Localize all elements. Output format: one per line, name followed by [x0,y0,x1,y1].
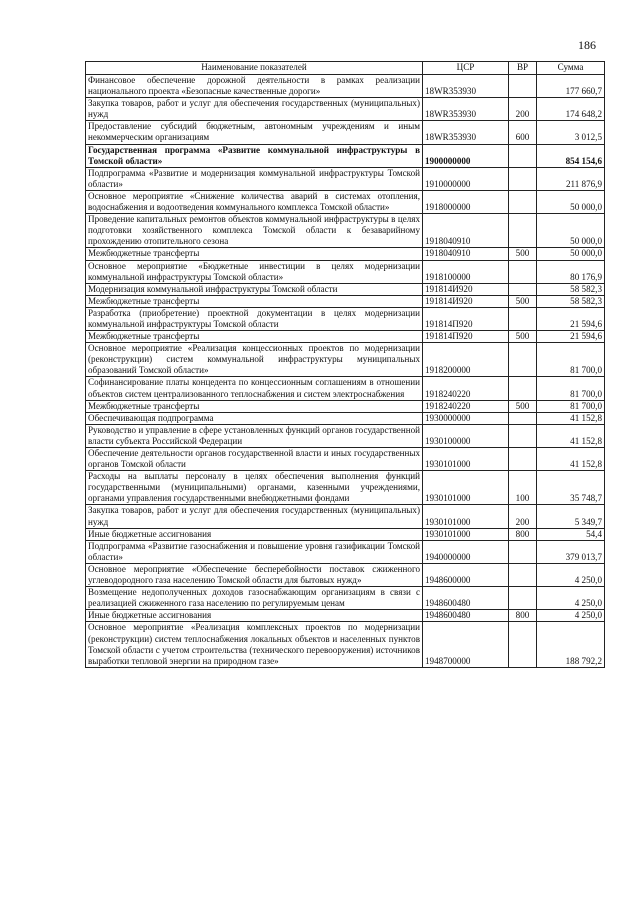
cell-sum: 854 154,6 [537,144,605,167]
cell-name: Иные бюджетные ассигнования [86,528,423,540]
table-row [86,412,605,424]
cell-csr: 1930101000 [423,528,509,540]
table-row [86,528,605,540]
cell-sum: 41 152,8 [537,448,605,471]
cell-csr: 1930000000 [423,412,509,424]
table-row [86,121,605,144]
cell-name: Основное мероприятие «Снижение количества аварий в системах отопления, водоснабжения и водоотведения коммунального комплекса Томской области» [86,190,423,213]
table-row [86,622,605,667]
cell-sum: 50 000,0 [537,214,605,248]
table-row [86,610,605,622]
cell-csr: 1918100000 [423,260,509,283]
cell-vr [509,190,537,213]
cell-vr: 500 [509,400,537,412]
cell-name: Межбюджетные трансферты [86,295,423,307]
cell-name: Расходы на выплаты персоналу в целях обеспечения выполнения функций государственными (муниципальными) органами, казенными учреждениями, органами управления государственными внебюджетными фондами [86,471,423,505]
cell-sum: 81 700,0 [537,343,605,377]
cell-csr: 1930101000 [423,505,509,528]
table-row [86,214,605,248]
cell-csr: 1918240220 [423,400,509,412]
cell-csr: 18WR353930 [423,75,509,98]
cell-vr [509,448,537,471]
cell-name: Предоставление субсидий бюджетным, автономным учреждениям и иным некоммерческим организациям [86,121,423,144]
cell-csr: 1918040910 [423,248,509,260]
cell-name: Обеспечивающая подпрограмма [86,412,423,424]
cell-vr [509,214,537,248]
table-row [86,260,605,283]
cell-name: Финансовое обеспечение дорожной деятельности в рамках реализации национального проекта «Безопасные качественные дороги» [86,75,423,98]
cell-vr [509,412,537,424]
cell-sum: 177 660,7 [537,75,605,98]
cell-vr: 100 [509,471,537,505]
table-row [86,190,605,213]
table-row [86,75,605,98]
cell-sum: 81 700,0 [537,400,605,412]
cell-name: Подпрограмма «Развитие и модернизация коммунальной инфраструктуры Томской области» [86,167,423,190]
cell-name: Межбюджетные трансферты [86,400,423,412]
table-row [86,307,605,330]
cell-sum: 41 152,8 [537,412,605,424]
table-row [86,377,605,400]
cell-vr: 500 [509,248,537,260]
cell-vr: 500 [509,295,537,307]
cell-name: Основное мероприятие «Обеспечение бесперебойности поставок сжиженного углеводородного газа населению Томской области для бытовых нужд» [86,563,423,586]
table-row [86,587,605,610]
cell-name: Закупка товаров, работ и услуг для обеспечения государственных (муниципальных) нужд [86,505,423,528]
cell-sum: 81 700,0 [537,377,605,400]
cell-vr [509,622,537,667]
budget-table [85,61,605,668]
cell-sum: 379 013,7 [537,540,605,563]
cell-csr: 18WR353930 [423,98,509,121]
table-row [86,295,605,307]
cell-name: Закупка товаров, работ и услуг для обеспечения государственных (муниципальных) нужд [86,98,423,121]
cell-sum: 50 000,0 [537,190,605,213]
cell-csr: 1918240220 [423,377,509,400]
cell-sum: 54,4 [537,528,605,540]
cell-vr [509,260,537,283]
cell-csr: 1948600480 [423,610,509,622]
cell-sum: 5 349,7 [537,505,605,528]
table-row [86,424,605,447]
cell-name: Проведение капитальных ремонтов объектов коммунальной инфраструктуры в целях подготовки хозяйственного комплекса Томской области к безаварийному прохождению отопительного сезона [86,214,423,248]
cell-csr: 1918200000 [423,343,509,377]
cell-name: Государственная программа «Развитие коммунальной инфраструктуры в Томской области» [86,144,423,167]
cell-sum: 35 748,7 [537,471,605,505]
table-row [86,563,605,586]
cell-sum: 50 000,0 [537,248,605,260]
header-name: Наименование показателей [86,62,423,75]
table-row [86,144,605,167]
table-row [86,283,605,295]
cell-csr: 191814П920 [423,307,509,330]
header-csr: ЦСР [423,62,509,75]
cell-csr: 1948700000 [423,622,509,667]
cell-sum: 188 792,2 [537,622,605,667]
cell-sum: 21 594,6 [537,307,605,330]
cell-sum: 41 152,8 [537,424,605,447]
cell-csr: 1900000000 [423,144,509,167]
cell-sum: 21 594,6 [537,331,605,343]
header-vr: ВР [509,62,537,75]
cell-name: Модернизация коммунальной инфраструктуры Томской области [86,283,423,295]
cell-vr [509,377,537,400]
page-number: 186 [578,38,596,52]
cell-sum: 58 582,3 [537,295,605,307]
cell-sum: 3 012,5 [537,121,605,144]
cell-sum: 4 250,0 [537,610,605,622]
cell-vr [509,75,537,98]
cell-csr: 1930101000 [423,448,509,471]
table-row [86,248,605,260]
cell-vr: 500 [509,331,537,343]
cell-vr: 600 [509,121,537,144]
cell-csr: 1930101000 [423,471,509,505]
cell-vr: 800 [509,528,537,540]
cell-vr [509,167,537,190]
cell-vr [509,587,537,610]
cell-name: Основное мероприятие «Реализация концессионных проектов по модернизации (реконструкции) систем коммунальной инфраструктуры муниципальных образований Томской области» [86,343,423,377]
table-header-row [86,62,605,75]
cell-vr [509,283,537,295]
cell-vr [509,424,537,447]
cell-vr: 200 [509,505,537,528]
cell-csr: 1948600000 [423,563,509,586]
cell-name: Межбюджетные трансферты [86,331,423,343]
cell-vr [509,343,537,377]
table-body [86,75,605,668]
cell-vr: 200 [509,98,537,121]
cell-name: Руководство и управление в сфере установленных функций органов государственной власти субъекта Российской Федерации [86,424,423,447]
header-sum: Сумма [537,62,605,75]
cell-csr: 1910000000 [423,167,509,190]
table-row [86,98,605,121]
cell-vr [509,307,537,330]
cell-name: Обеспечение деятельности органов государственной власти и иных государственных органов Томской области [86,448,423,471]
cell-name: Основное мероприятие «Бюджетные инвестиции в целях модернизации коммунальной инфраструктуры Томской области» [86,260,423,283]
cell-name: Возмещение недополученных доходов газоснабжающим организациям в связи с реализацией сжиженного газа населению по регулируемым ценам [86,587,423,610]
table-row [86,471,605,505]
cell-name: Софинансирование платы концедента по концессионным соглашениям в отношении объектов систем централизованного теплоснабжения и систем электроснабжения [86,377,423,400]
cell-vr [509,540,537,563]
cell-name: Иные бюджетные ассигнования [86,610,423,622]
cell-sum: 58 582,3 [537,283,605,295]
cell-sum: 211 876,9 [537,167,605,190]
table-row [86,540,605,563]
table-row [86,331,605,343]
cell-name: Разработка (приобретение) проектной документации в целях модернизации коммунальной инфраструктуры Томской области [86,307,423,330]
cell-csr: 191814И920 [423,295,509,307]
cell-csr: 191814П920 [423,331,509,343]
cell-sum: 4 250,0 [537,563,605,586]
cell-csr: 1948600480 [423,587,509,610]
cell-name: Межбюджетные трансферты [86,248,423,260]
cell-sum: 174 648,2 [537,98,605,121]
cell-csr: 1918040910 [423,214,509,248]
cell-vr [509,563,537,586]
cell-vr [509,144,537,167]
cell-sum: 80 176,9 [537,260,605,283]
cell-csr: 18WR353930 [423,121,509,144]
cell-vr: 800 [509,610,537,622]
cell-csr: 1940000000 [423,540,509,563]
table-row [86,343,605,377]
cell-name: Подпрограмма «Развитие газоснабжения и повышение уровня газификации Томской области» [86,540,423,563]
table-row [86,448,605,471]
cell-sum: 4 250,0 [537,587,605,610]
cell-csr: 191814И920 [423,283,509,295]
cell-csr: 1918000000 [423,190,509,213]
table-row [86,167,605,190]
table-row [86,400,605,412]
cell-csr: 1930100000 [423,424,509,447]
cell-name: Основное мероприятие «Реализация комплексных проектов по модернизации (реконструкции) систем теплоснабжения локальных объектов и населенных пунктов Томской области с учетом строительства (технического перевооружения) источников выработки тепловой энергии на природном газе» [86,622,423,667]
table-row [86,505,605,528]
